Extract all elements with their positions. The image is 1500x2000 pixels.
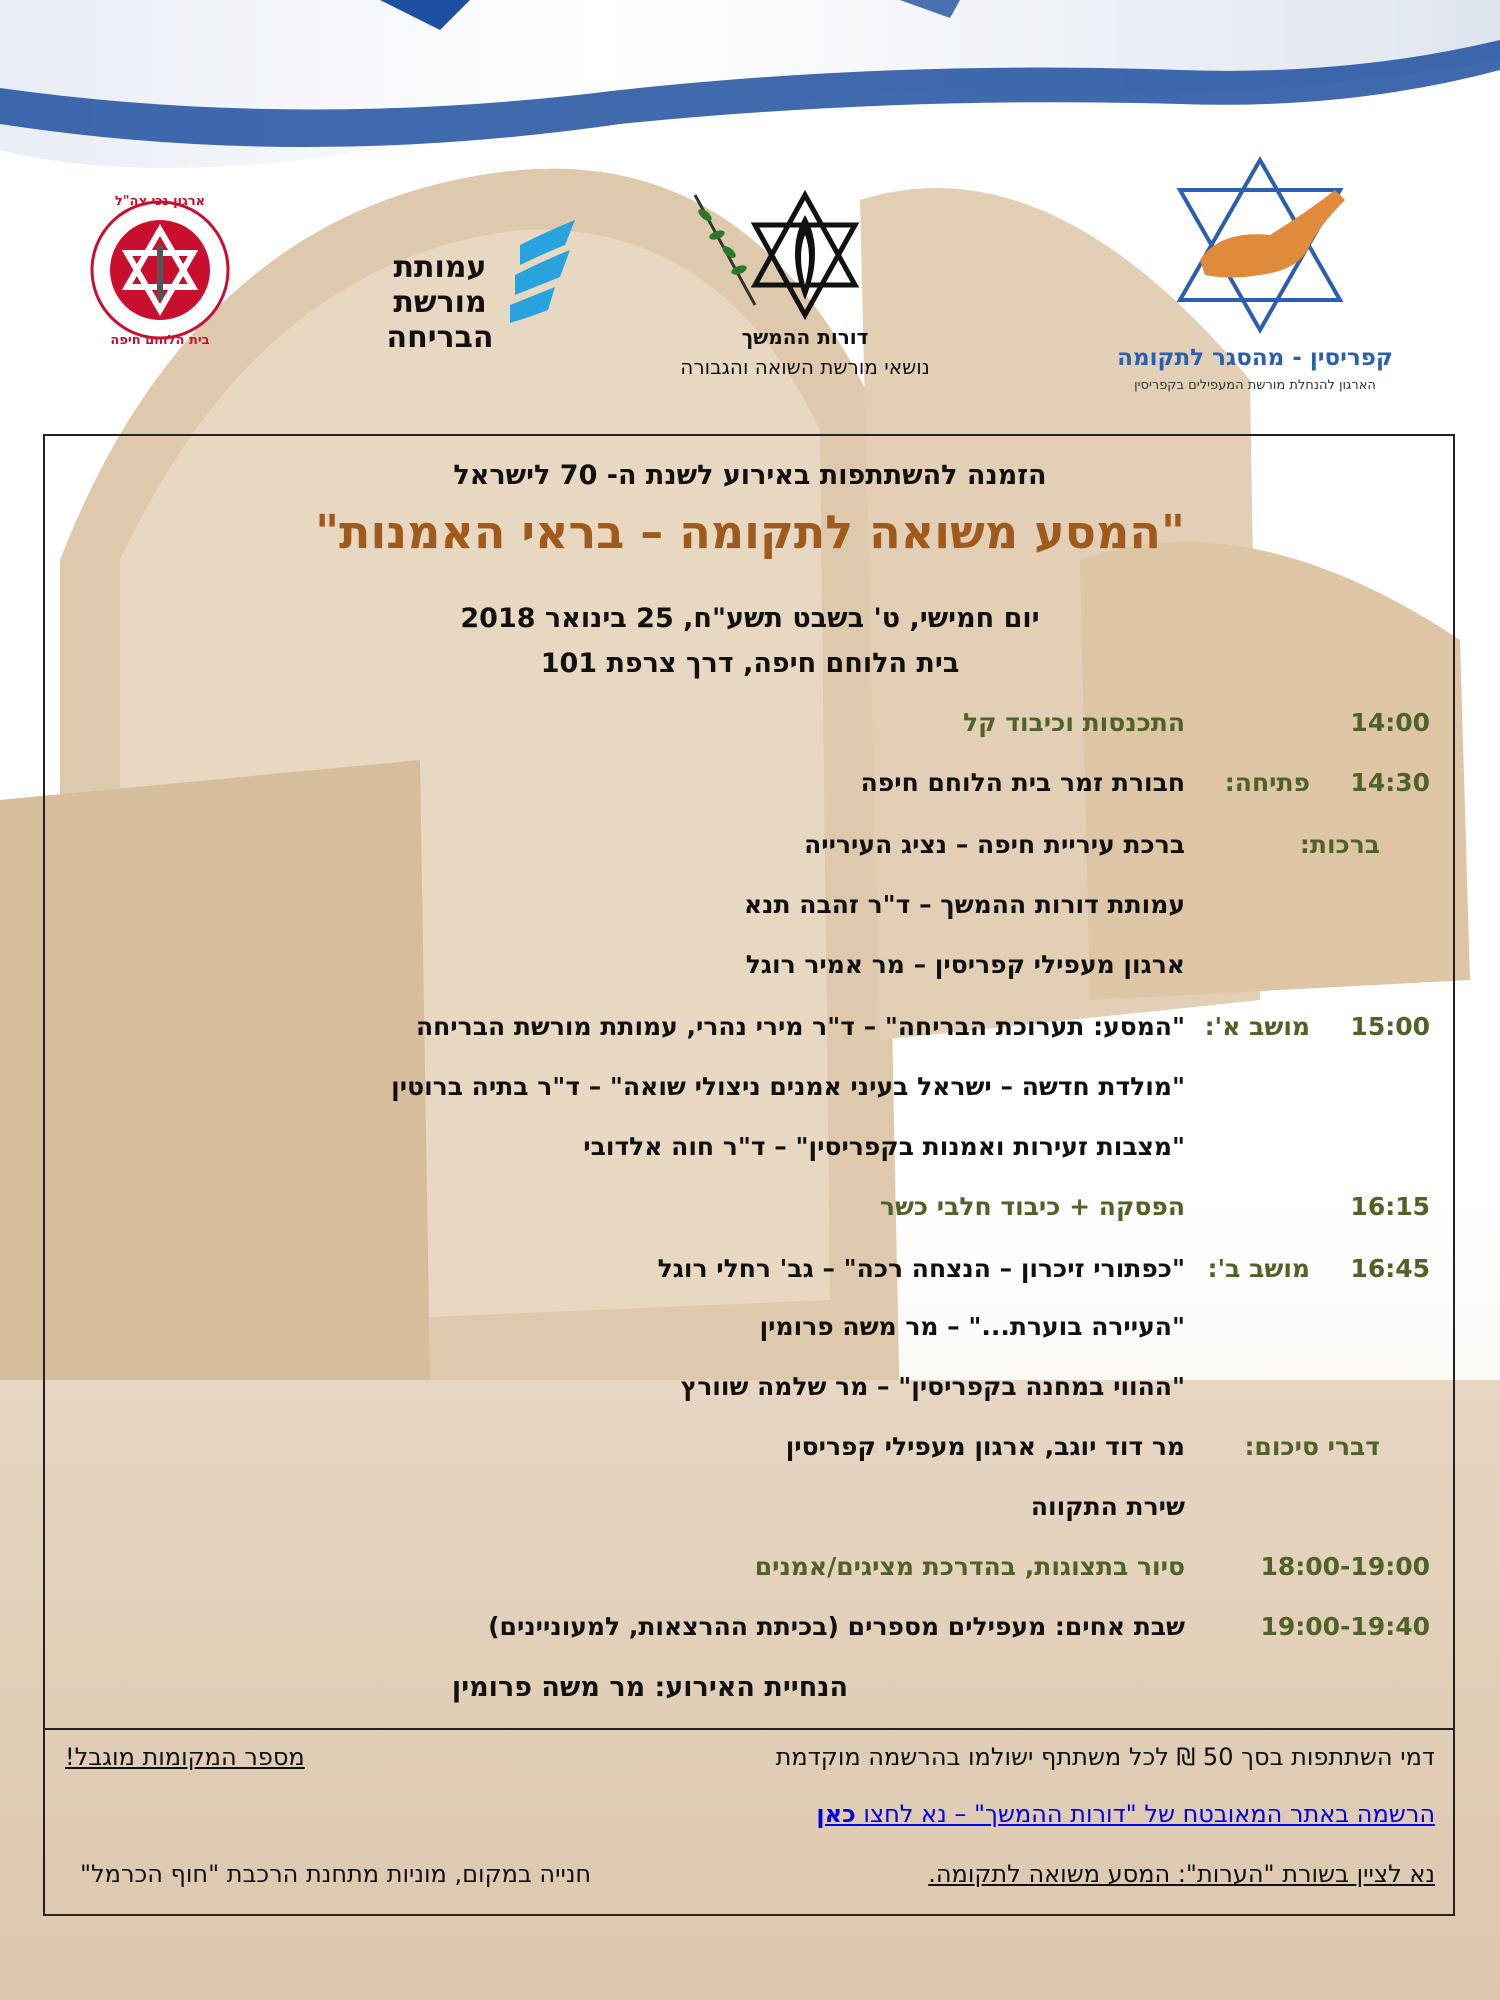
note-text: נא לציין בשורת "הערות": המסע משואה לתקומה. bbox=[928, 1860, 1435, 1888]
schedule-text: חבורת זמר בית הלוחם חיפה bbox=[860, 768, 1185, 797]
schedule-text: "כפתורי זיכרון – הנצחה רכה" – גב' רחלי רוגל bbox=[657, 1254, 1185, 1283]
parking-text: חנייה במקום, מוניות מתחנת הרכבת "חוף הכרמל" bbox=[80, 1860, 592, 1888]
schedule-text: הפסקה + כיבוד חלבי כשר bbox=[879, 1192, 1185, 1221]
schedule-text: "מולדת חדשה – ישראל בעיני אמנים ניצולי שואה" – ד"ר בתיה ברוטין bbox=[391, 1072, 1185, 1101]
schedule-text: "מצבות זעירות ואמנות בקפריסין" – ד"ר חוה אלדובי bbox=[583, 1132, 1185, 1161]
schedule-text: סיור בתצוגות, בהדרכת מציגים/אמנים bbox=[754, 1552, 1185, 1581]
schedule-label: דברי סיכום: bbox=[1244, 1432, 1380, 1461]
schedule-time: 14:00 bbox=[1350, 708, 1430, 737]
schedule-label: מושב ב': bbox=[1207, 1254, 1310, 1283]
schedule-text: "המסע: תערוכת הבריחה" – ד"ר מירי נהרי, עמותת מורשת הבריחה bbox=[415, 1012, 1185, 1041]
cyprus-logo-subtitle: הארגון להנחלת מורשת המעפילים בקפריסין bbox=[1134, 378, 1376, 393]
schedule-time: 15:00 bbox=[1350, 1012, 1430, 1041]
event-date: יום חמישי, ט' בשבט תשע"ח, 25 בינואר 2018 bbox=[460, 603, 1040, 634]
dorot-logo-subtitle: נושאי מורשת השואה והגבורה bbox=[680, 355, 930, 379]
schedule-text: שבת אחים: מעפילים מספרים (בכיתת ההרצאות, למעוניינים) bbox=[488, 1612, 1185, 1641]
dorot-logo-title: דורות ההמשך bbox=[741, 325, 869, 349]
veterans-logo bbox=[85, 190, 235, 350]
schedule-time: 16:45 bbox=[1350, 1254, 1430, 1283]
bricha-logo-line2: מורשת bbox=[393, 285, 487, 320]
event-venue: בית הלוחם חיפה, דרך צרפת 101 bbox=[540, 648, 960, 679]
registration-line bbox=[816, 1800, 1435, 1828]
schedule-label: פתיחה: bbox=[1224, 768, 1310, 797]
schedule-time: 19:00-19:40 bbox=[1260, 1612, 1430, 1641]
registration-text: הרשמה באתר המאובטח של "דורות ההמשך" – נא לחצו bbox=[863, 1800, 1435, 1828]
veterans-logo-top: ארגון נכי צה"ל bbox=[114, 194, 206, 209]
schedule-text: התכנסות וכיבוד קל bbox=[963, 708, 1185, 737]
cyprus-logo-title: קפריסין - מהסגר לתקומה bbox=[1117, 345, 1393, 371]
host-line: הנחיית האירוע: מר משה פרומין bbox=[451, 1672, 849, 1703]
schedule-text: עמותת דורות ההמשך – ד"ר זהבה תנא bbox=[743, 890, 1185, 919]
dorot-logo bbox=[625, 190, 985, 390]
schedule-text: ברכת עיריית חיפה – נציג העירייה bbox=[804, 830, 1185, 859]
schedule-time: 14:30 bbox=[1350, 768, 1430, 797]
bricha-wave-icon bbox=[510, 215, 580, 325]
schedule-text: שירת התקווה bbox=[1030, 1492, 1185, 1521]
bricha-logo-line1: עמותת bbox=[393, 250, 487, 285]
schedule-label: מושב א': bbox=[1204, 1012, 1310, 1041]
footer-divider bbox=[43, 1728, 1455, 1730]
schedule-text: "העיירה בוערת..." – מר משה פרומין bbox=[759, 1312, 1185, 1341]
bricha-logo-line3: הבריחה bbox=[386, 320, 494, 355]
veterans-logo-bottom: בית הלוחם חיפה bbox=[110, 333, 210, 348]
star-candle-icon bbox=[745, 190, 865, 320]
schedule-time: 16:15 bbox=[1350, 1192, 1430, 1221]
registration-link[interactable]: כאן bbox=[816, 1800, 856, 1828]
schedule-text: מר דוד יוגב, ארגון מעפילי קפריסין bbox=[785, 1432, 1185, 1461]
event-title: "המסע משואה לתקומה – בראי האמנות" bbox=[315, 505, 1185, 559]
schedule-text: "ההווי במחנה בקפריסין" – מר שלמה שוורץ bbox=[680, 1372, 1185, 1401]
schedule-time: 18:00-19:00 bbox=[1260, 1552, 1430, 1581]
limited-seats-text: מספר המקומות מוגבל! bbox=[65, 1743, 305, 1771]
invite-line: הזמנה להשתתפות באירוע לשנת ה- 70 לישראל bbox=[453, 460, 1047, 491]
cyprus-logo bbox=[1090, 150, 1420, 400]
star-of-david-cyprus-icon bbox=[1160, 150, 1360, 340]
fee-text: דמי השתתפות בסך 50 ₪ לכל משתתף ישולמו בהרשמה מוקדמת bbox=[775, 1743, 1435, 1771]
bricha-logo bbox=[370, 215, 580, 355]
schedule-label: ברכות: bbox=[1299, 830, 1380, 859]
veterans-emblem-icon bbox=[85, 190, 235, 350]
schedule-text: ארגון מעפילי קפריסין – מר אמיר רוגל bbox=[745, 950, 1185, 979]
